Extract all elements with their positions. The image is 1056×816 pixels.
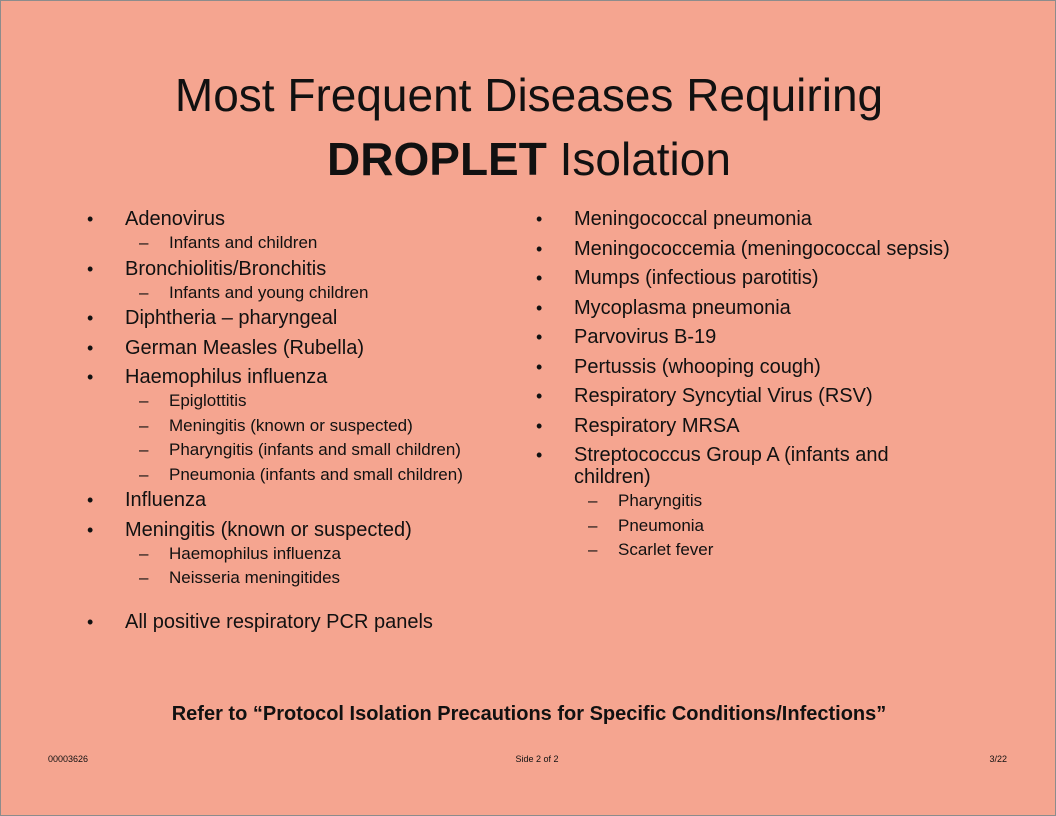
disease-label: Mumps (infectious parotitis) bbox=[574, 267, 819, 289]
list-item bbox=[87, 366, 527, 485]
disease-label: Haemophilus influenza bbox=[125, 366, 328, 388]
list-item bbox=[536, 415, 956, 437]
right-disease-list bbox=[536, 208, 956, 565]
sub-list-item: – Infants and young children bbox=[125, 283, 527, 303]
left-disease-list bbox=[87, 208, 527, 641]
list-item bbox=[536, 356, 956, 378]
sub-list-item: – Pharyngitis (infants and small children) bbox=[125, 440, 527, 460]
title-emphasis: DROPLET bbox=[327, 133, 547, 185]
sub-list-item: – Pharyngitis bbox=[574, 491, 956, 511]
sub-list-item: – Pneumonia (infants and small children) bbox=[125, 465, 527, 485]
title-line-1: Most Frequent Diseases Requiring bbox=[174, 69, 884, 121]
sub-list-item: – Infants and children bbox=[125, 233, 527, 253]
sub-list-item: – Scarlet fever bbox=[574, 540, 956, 560]
list-item bbox=[87, 519, 527, 589]
list-item bbox=[536, 267, 956, 289]
protocol-reference: Refer to “Protocol Isolation Precautions for Specific Conditions/Infections” bbox=[171, 703, 887, 725]
list-item bbox=[87, 307, 527, 329]
disease-label: Streptococcus Group A (infants and children) bbox=[574, 444, 889, 488]
title-line-2-rest: Isolation bbox=[546, 133, 731, 185]
sub-list-item: – Haemophilus influenza bbox=[125, 544, 527, 564]
disease-label: Respiratory Syncytial Virus (RSV) bbox=[574, 385, 873, 407]
sub-list-item: – Neisseria meningitides bbox=[125, 568, 527, 588]
disease-label: Respiratory MRSA bbox=[574, 414, 740, 437]
disease-label: Diphtheria – pharyngeal bbox=[125, 307, 338, 329]
list-item bbox=[536, 385, 956, 407]
sub-list-item: – Meningitis (known or suspected) bbox=[125, 416, 527, 436]
list-item bbox=[87, 258, 527, 303]
document-code: 00003626 bbox=[48, 754, 89, 764]
title-line-2 bbox=[1, 127, 1056, 191]
list-item bbox=[536, 326, 956, 348]
disease-label: Meningitis (known or suspected) bbox=[125, 518, 412, 541]
disease-label: Meningococcemia (meningococcal sepsis) bbox=[574, 237, 950, 260]
revision-date: 3/22 bbox=[989, 754, 1007, 764]
list-item bbox=[536, 208, 956, 230]
disease-label: Adenovirus bbox=[125, 208, 226, 230]
disease-label: All positive respiratory PCR panels bbox=[125, 611, 433, 633]
disease-label: Meningococcal pneumonia bbox=[574, 208, 812, 230]
list-item bbox=[536, 444, 956, 560]
disease-label: German Measles (Rubella) bbox=[125, 336, 364, 359]
disease-label: Parvovirus B-19 bbox=[574, 326, 717, 348]
list-item bbox=[87, 337, 527, 359]
side-indicator: Side 2 of 2 bbox=[515, 754, 559, 764]
sub-list-item: – Epiglottitis bbox=[125, 391, 527, 411]
disease-label: Mycoplasma pneumonia bbox=[574, 296, 791, 319]
list-item bbox=[536, 238, 956, 260]
disease-label: Pertussis (whooping cough) bbox=[574, 355, 821, 378]
list-item bbox=[87, 208, 527, 253]
list-item bbox=[87, 611, 527, 633]
list-item bbox=[536, 297, 956, 319]
disease-label: Bronchiolitis/Bronchitis bbox=[125, 257, 327, 280]
disease-label: Influenza bbox=[125, 489, 207, 511]
list-item bbox=[87, 489, 527, 511]
sub-list-item: – Pneumonia bbox=[574, 516, 956, 536]
